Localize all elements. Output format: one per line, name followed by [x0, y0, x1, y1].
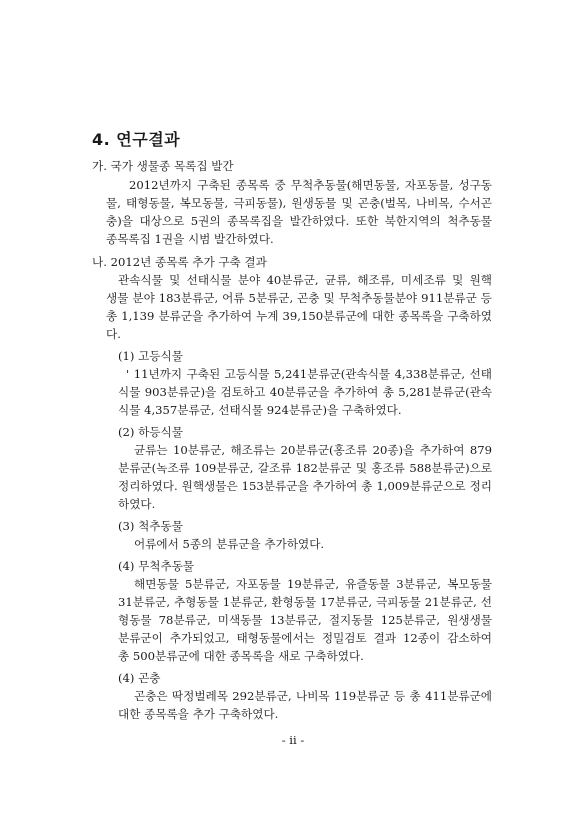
paragraph-line: 어류에서 5종의 분류군을 추가하였다. [134, 537, 325, 551]
paragraph-line: 균류는 10분류군, 해조류는 20분류군(홍조류 20종)을 추가하여 879 [134, 443, 492, 457]
paragraph-line: 종목록집 1권을 시범 발간하였다. [106, 232, 274, 246]
paragraph-line: 31분류군, 추형동물 1분류군, 환형동물 17분류군, 극피동물 21분류군, 선 [118, 595, 492, 609]
item-title-lower-plants: (2) 하등식물 [118, 425, 183, 439]
paragraph-line: 식물 903분류군)을 검토하고 40분류군을 추가하여 총 5,281분류군(관속 [118, 385, 492, 399]
paragraph-line: 해면동물 5분류군, 자포동물 19분류군, 유즐동물 3분류군, 복모동물 [134, 577, 492, 591]
subsection-title-ga: 가. 국가 생물종 목록집 발간 [92, 159, 234, 173]
paragraph-line: 총 1,139 분류군을 추가하여 누계 39,150분류군에 대한 종목록을 구축하였 [106, 309, 492, 323]
paragraph-line: 관속식물 및 선태식물 분야 40분류군, 균류, 해조류, 미세조류 및 원핵 [118, 273, 492, 287]
paragraph-line: 곤충은 딱정벌레목 292분류군, 나비목 119분류군 등 총 411분류군에 [134, 689, 492, 703]
paragraph-line: 형동물 78분류군, 미색동물 13분류군, 절지동물 125분류군, 원생생물 [118, 613, 492, 627]
paragraph-line: 대한 종목록을 추가 구축하였다. [118, 707, 279, 721]
paragraph-line: 총 500분류군에 대한 종목록을 새로 구축하였다. [118, 649, 364, 663]
paragraph-line: 정리하였다. 원핵생물은 153분류군을 추가하여 총 1,009분류군으로 정리 [118, 479, 492, 493]
paragraph-line: 다. [106, 327, 121, 341]
paragraph-line: 생물 분야 183분류군, 어류 5분류군, 곤충 및 무척추동물분야 911분류군 등 [106, 291, 492, 305]
paragraph-line: ' 11년까지 구축된 고등식물 5,241분류군(관속식물 4,338분류군, 선태 [126, 367, 492, 381]
item-title-insects: (4) 곤충 [118, 671, 161, 685]
paragraph-line: 분류군이 추가되었고, 태형동물에서는 정밀검토 결과 12종이 감소하여 [118, 631, 492, 645]
section-heading: 4. 연구결과 [92, 130, 181, 149]
paragraph-line: 충)을 대상으로 5권의 종목록집을 발간하였다. 또한 북한지역의 척추동물 [106, 214, 492, 228]
paragraph-line: 2012년까지 구축된 종목록 중 무척추동물(해면동물, 자포동물, 성구동 [129, 178, 492, 192]
item-title-vertebrates: (3) 척추동물 [118, 519, 183, 533]
item-title-invertebrates: (4) 무척추동물 [118, 559, 195, 573]
item-title-higher-plants: (1) 고등식물 [118, 349, 183, 363]
paragraph-line: 식물 4,357분류군, 선태식물 924분류군)을 구축하였다. [118, 403, 402, 417]
subsection-title-na: 나. 2012년 종목록 추가 구축 결과 [92, 255, 267, 269]
paragraph-line: 하였다. [118, 497, 156, 511]
paragraph-line: 분류군(녹조류 109분류군, 갈조류 182분류군 및 홍조류 588분류군)으로 [118, 461, 492, 475]
page-number: - ii - [281, 733, 305, 747]
paragraph-line: 물, 태형동물, 복모동물, 극피동물), 원생동물 및 곤충(벌목, 나비목, 수서곤 [106, 196, 492, 210]
